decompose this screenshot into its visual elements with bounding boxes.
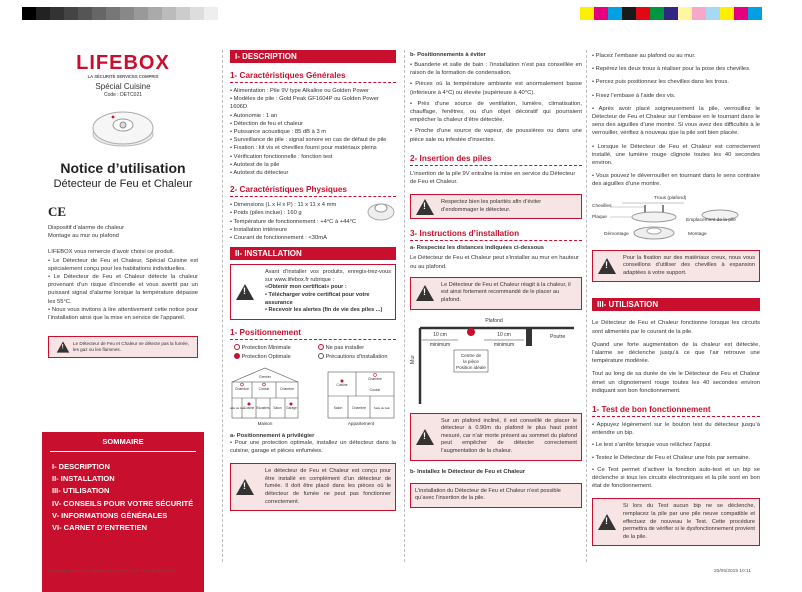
sommaire-list <box>42 452 204 534</box>
subsection-title: 2- Caractéristiques Physiques <box>230 185 396 197</box>
intro-paragraph: • Le Détecteur de Feu et Chaleur, Spécial Cuisine est spécialement conçu pour les habitations individuelles. <box>48 257 198 272</box>
list-item: • Percez puis positionnez les chevilles dans les trous. <box>592 79 730 86</box>
product-code: Code : DETC021 <box>103 92 143 98</box>
mounting-diagram <box>592 193 760 245</box>
legend-min <box>234 344 312 352</box>
room-label: Couloir <box>369 387 381 392</box>
description-column <box>230 50 396 562</box>
room-label: Chambre <box>235 386 249 391</box>
footer-date: 20/05/2015 10:11 <box>714 569 751 574</box>
cover-column <box>48 50 198 562</box>
list-item: • Détection de feu et chaleur <box>230 120 303 127</box>
dispositif-line: Montage au mur ou plafond <box>48 233 119 240</box>
dot-icon <box>234 353 240 359</box>
section-header-description: I- DESCRIPTION <box>230 50 396 63</box>
subsection-title: b- Positionnements à éviter <box>410 52 486 58</box>
detector-image <box>48 104 198 150</box>
warning-text: Le Détecteur de Feu et Chaleur ne détecte pas la fumée, les gaz ou les flammes. <box>73 341 189 353</box>
warning-box <box>410 194 582 219</box>
info-box <box>410 483 582 508</box>
warning-icon <box>236 479 254 495</box>
diagram-label: minimum <box>493 341 515 348</box>
warning-icon <box>598 514 616 530</box>
list-item: • Alimentation : Pile 9V type Alkaline ou Golden Power <box>230 88 369 94</box>
list-item: • Installation intérieure <box>230 226 288 233</box>
column-divider <box>404 50 405 562</box>
sommaire-item[interactable]: I- DESCRIPTION <box>52 462 110 471</box>
registration-text: Avant d’installer vos produits, enregis-trez-vous sur www.lifebox.fr rubrique : <box>265 269 391 283</box>
diagram-label: Plafond <box>485 317 503 324</box>
diagram-caption: Maison <box>257 420 273 426</box>
room-label: Salle de bain <box>230 405 246 410</box>
list-item: • Fixez l’embase à l’aide des vis. <box>592 92 676 99</box>
list-item: • Vérification fonctionnelle : fonction test <box>230 153 333 160</box>
diagram-label: Centre de <box>460 352 482 358</box>
detector-icon <box>91 104 155 150</box>
paragraph: Le Détecteur de Feu et Chaleur fonctionne lorsque les circuits sont alimentés par le courant de la pile. <box>592 320 760 335</box>
forbidden-icon <box>318 344 324 350</box>
logo-text: LIFEBOX <box>76 52 170 74</box>
list-item: • Placez l’embase au plafond ou au mur. <box>592 53 696 59</box>
list-item: • Appuyez légèrement sur le bouton test du détecteur jusqu’à entendre un bip. <box>592 422 760 437</box>
list-item: • Puissance acoustique : 85 dB à 3 m <box>230 129 327 136</box>
room-label: Salle de bain <box>373 405 391 410</box>
warning-text: Si lors du Test aucun bip ne se déclenche, remplacez la pile par une pile neuve compatible et effectuez de nouveau le Test. Cette procédure permettra de vérifier si le dysfonctionnement provient de la pile. <box>623 503 755 540</box>
room-label: Salon <box>333 405 343 410</box>
utilisation-column <box>592 50 760 562</box>
registration-text: • Télécharger votre certificat pour votre assurance <box>265 292 370 306</box>
list-item: • Lorsque le Détecteur de Feu et Chaleur est correctement installé, une lumière rouge clignote toutes les 40 secondes environ. <box>592 143 760 167</box>
subsection-title: 1- Caractéristiques Générales <box>230 71 396 83</box>
intro-paragraph: • Le Détecteur de Feu et Chaleur détecte la chaleur provenant d’un risque d’incendie et vous avertit par un puissant signal d’alarme lorsque la température dépasse les 55°C. <box>48 274 198 305</box>
subsection-title: 3- Instructions d’installation <box>410 229 582 241</box>
legend-label: Protection Optimale <box>241 353 291 360</box>
list-item: • Poids (piles inclue) : 160 g <box>230 210 302 217</box>
logo <box>48 52 198 79</box>
diagram-label: Position idéale <box>456 364 486 370</box>
diagram-label: 10 cm <box>497 331 511 338</box>
paragraph: Tout au long de sa durée de vie le Détecteur de Feu et Chaleur émet un clignotement rouge toutes les 40 secondes environ indiquant son bon fonctionnement. <box>592 371 760 394</box>
physical-specs <box>230 201 396 242</box>
sommaire-item[interactable]: IV- CONSEILS POUR VOTRE SÉCURITÉ <box>52 498 194 508</box>
diagram-label: Plaque <box>592 214 607 220</box>
legend-label: Ne pas installer <box>325 344 365 351</box>
diagram-label: la pièce <box>463 358 479 364</box>
legend-label: Protection Minimale <box>241 344 291 351</box>
warning-text: Respectez bien les polarités afin d’éviter d’endommager le détecteur. <box>441 199 542 213</box>
list-item: • Modèles de pile : Gold Peak GF1604P ou Golden Power 1606D <box>230 96 379 111</box>
warning-icon <box>598 258 616 274</box>
registration-text: «Obtenir mon certificat» pour : <box>265 284 347 291</box>
distance-diagram <box>410 314 582 406</box>
edition: Spécial Cuisine <box>95 82 151 91</box>
warning-icon <box>416 285 434 301</box>
warning-box <box>592 250 760 283</box>
paragraph: Le Détecteur de Feu et Chaleur peut s’installer au mur en hauteur ou au plafond. <box>410 255 579 270</box>
circle-icon <box>234 344 240 350</box>
warning-icon <box>416 199 434 215</box>
list-item: • Pièces où la température ambiante est anormalement basse (inférieure à 4°C) ou élevée (supérieure à 40°C). <box>410 81 582 96</box>
room-label: Escaliers <box>256 405 270 410</box>
list-item: • Surveillance de pile : signal sonore en cas de défaut de pile <box>230 137 387 144</box>
warning-box <box>410 413 582 461</box>
list-item: • Le test s’arrête lorsque vous relâchez l’appui. <box>592 442 712 449</box>
subsection-title: 1- Positionnement <box>230 328 396 340</box>
diagram-label: Mur <box>410 354 416 364</box>
diagram-label: 10 cm <box>433 331 447 338</box>
list-item: • Autotest du détecteur <box>230 170 289 177</box>
legend-prec <box>318 353 396 361</box>
diagram-label: Emplacement de la pile <box>686 217 736 223</box>
info-text: L’installation du Détecteur de Feu et Chaleur n’est possible qu’avec l’insertion de la pile. <box>415 487 561 502</box>
list-item: • Courant de fonctionnement : <30mA <box>230 235 327 242</box>
registration-bar-right <box>580 7 762 20</box>
list-item: • Ce Test permet d’activer la fonction auto-test et un bip se déclenche si tous les circuits électroniques et la pile sont en bon état de fonctionnement. <box>592 466 760 490</box>
list-item: • Température de fonctionnement : +4°C à +44°C <box>230 218 357 225</box>
subsection-title: 2- Insertion des piles <box>410 154 582 166</box>
list-item: • Testez le Détecteur de Feu et Chaleur une fois par semaine. <box>592 454 751 461</box>
section-header-utilisation: III- UTILISATION <box>592 298 760 311</box>
paragraph: L’insertion de la pile 9V entraîne la mise en service du Détecteur de Feu et Chaleur. <box>410 170 576 186</box>
ce-mark: CE <box>48 204 67 219</box>
detector-icon <box>366 195 396 223</box>
registration-text: • Recevoir les alertes (fin de vie des piles ...) <box>265 307 383 314</box>
subsection-title: b- Installez le Détecteur de Feu et Chaleur <box>410 468 526 475</box>
list-item: • Repérez les deux trous à réaliser pour la pose des chevilles. <box>592 66 751 73</box>
paragraph: • Pour une protection optimale, installez un détecteur dans la cuisine, garage et pièces enfumées. <box>230 439 396 455</box>
legend <box>234 344 396 361</box>
diagram-label: Montage <box>688 231 707 237</box>
intro-paragraph: • Nous vous invitons à lire attentivement cette notice pour l’installation ainsi que la mise en service de l’appareil. <box>48 306 198 322</box>
list-item: • Dimensions (L x H x P) : 11 x 11 x 4 mm <box>230 202 337 209</box>
warning-box <box>48 336 198 358</box>
subsection-title: a- Positionnement à privilégier <box>230 432 315 439</box>
room-label: Chambre <box>352 405 366 410</box>
room-label: Salon <box>273 405 282 410</box>
list-item: • Autotest de la pile <box>230 161 280 168</box>
diagram-label: Démontage <box>604 231 629 237</box>
footer-filename: LIFEBOX_NOTICE DETECTEUR FEU ET CHALEUR.indd 1 <box>48 569 177 574</box>
column-divider <box>222 50 223 562</box>
registration-box <box>230 264 396 320</box>
room-label: Cuisine <box>336 382 348 387</box>
subsection-title: a- Respectez les distances indiquées ci-dessous <box>410 245 545 252</box>
room-label: Grenier <box>259 374 271 379</box>
sommaire-item[interactable]: VI- CARNET D’ENTRETIEN <box>52 523 148 533</box>
warning-text: Pour la fixation sur des matériaux creux, nous vous conseillons d’utiliser des chevilles à expansion adaptées à votre support. <box>623 254 755 276</box>
warning-text: Le Détecteur de Feu et Chaleur réagit à la chaleur, il est ainsi fortement recommandé de le placer au plafond. <box>441 281 571 304</box>
room-label: Garage <box>286 405 297 410</box>
sommaire-panel <box>42 432 204 592</box>
warning-icon <box>57 342 70 353</box>
room-label: Chambre <box>368 376 382 381</box>
warning-box <box>230 463 396 511</box>
intro-paragraph: LIFEBOX vous remercie d’avoir choisi ce produit. <box>48 249 175 256</box>
list-item: • Après avoir placé soigneusement la pile, verrouillez le Détecteur de Feu et Chaleur sur l’embase en le tournant dans le sens des aiguilles d’une montre. Si vous avez des difficultés à le verrouiller, vérifiez à nouveau que la pile soit bien placée. <box>592 105 760 137</box>
room-label: Cuisine <box>243 405 255 410</box>
warning-icon <box>236 284 254 300</box>
sommaire-title: SOMMAIRE <box>50 432 196 452</box>
warning-box <box>592 498 760 546</box>
page-title: Notice d’utilisation <box>60 160 186 176</box>
list-item: • Près d’une source de ventilation, lumière, climatisation, chauffage, fenêtres, ou d’un objet décoratif qui pourraient empêcher la chaleur d’être détectée. <box>410 100 582 124</box>
warning-box <box>410 277 582 310</box>
list-item: • Fixation : kit vis et chevilles fourni pour matériaux pleins <box>230 145 377 152</box>
legend-label: Précautions d’installation <box>325 353 388 360</box>
intro <box>48 248 198 322</box>
warning-text: Le détecteur de Feu et Chaleur est conçu pour être installé en complément d’un détecteur de fumée. Il doit être placé dans les pièces où le détecteur de fumée ne peut pas fonctionner correctement. <box>265 468 391 505</box>
legend-opt <box>234 353 312 361</box>
diagram-label: Chevilles <box>592 203 612 209</box>
list-item: • Autonomie : 1 an <box>230 112 278 119</box>
installation-column <box>410 50 582 562</box>
subsection-title: 1- Test de bon fonctionnement <box>592 405 760 417</box>
caution-icon <box>318 353 324 359</box>
legend-no <box>318 344 396 352</box>
sommaire-item[interactable]: II- INSTALLATION <box>52 474 115 484</box>
warning-text: Sur un plafond incliné, il est conseillé de placer le détecteur à 0.90m du plafond le plus haut point mesuré, car n’air morte présent au sommet du plafond peut empêcher de détecter correctement l’augmentation de la chaleur. <box>441 417 577 454</box>
sommaire-item[interactable]: V- INFORMATIONS GÉNÉRALES <box>52 510 168 520</box>
logo-tagline: LA SÉCURITÉ SERVICES COMPRIS <box>87 74 159 79</box>
page-subtitle: Détecteur de Feu et Chaleur <box>53 178 193 190</box>
diagram-label: Poutre <box>550 333 566 340</box>
sommaire-item[interactable]: III- UTILISATION <box>52 486 110 496</box>
list-item: • Vous pouvez le déverrouiller en tournant dans le sens contraire des aiguilles d’une montre. <box>592 173 760 188</box>
room-label: Chambre <box>280 386 294 391</box>
diagram-label: minimum <box>429 341 451 348</box>
room-label: Couloir <box>258 386 270 391</box>
diagram-caption: Appartement <box>347 420 375 426</box>
section-header-installation: II- INSTALLATION <box>230 247 396 260</box>
dispositif-line: Dispositif d’alarme de chaleur <box>48 225 125 231</box>
list-item: • Proche d’une source de vapeur, de poussières ou dans une pièce sale ou infestée d’insectes. <box>410 128 582 143</box>
paragraph: Quand une forte augmentation de la chaleur est détectée, l’alarme se déclenche jusqu’à ce que l’air retrouve une température modérée. <box>592 341 760 365</box>
diagram-label: Trous (plafond) <box>654 195 687 201</box>
column-divider <box>586 50 587 562</box>
list-item: • Buanderie et salle de bain : l’installation n’est pas conseillée en raison de la formation de condensation. <box>410 62 582 77</box>
registration-bar-left <box>22 7 218 20</box>
floor-plan-diagram <box>230 364 396 426</box>
warning-icon <box>416 429 434 445</box>
